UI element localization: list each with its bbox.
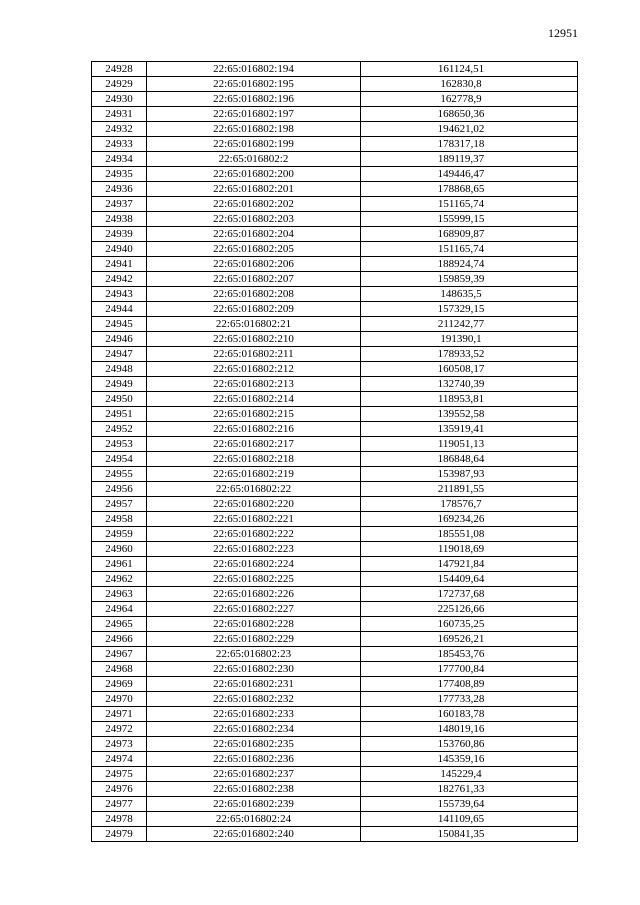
table-row xyxy=(92,632,578,647)
table-row xyxy=(92,92,578,107)
row-number-cell: 24962 xyxy=(92,572,147,587)
table-row xyxy=(92,497,578,512)
row-number-cell: 24955 xyxy=(92,467,147,482)
row-number-cell: 24934 xyxy=(92,152,147,167)
cadastral-number-cell: 22:65:016802:21 xyxy=(147,317,361,332)
row-number-cell: 24953 xyxy=(92,437,147,452)
cadastral-value-cell: 186848,64 xyxy=(361,452,578,467)
cadastral-number-cell: 22:65:016802:218 xyxy=(147,452,361,467)
cadastral-value-cell: 211891,55 xyxy=(361,482,578,497)
cadastral-value-cell: 160735,25 xyxy=(361,617,578,632)
cadastral-value-cell: 169526,21 xyxy=(361,632,578,647)
cadastral-number-cell: 22:65:016802:220 xyxy=(147,497,361,512)
table-row xyxy=(92,392,578,407)
row-number-cell: 24968 xyxy=(92,662,147,677)
table-row xyxy=(92,77,578,92)
row-number-cell: 24940 xyxy=(92,242,147,257)
table-row xyxy=(92,662,578,677)
cadastral-value-cell: 135919,41 xyxy=(361,422,578,437)
table-body xyxy=(92,62,578,842)
cadastral-value-cell: 178933,52 xyxy=(361,347,578,362)
cadastral-number-cell: 22:65:016802:229 xyxy=(147,632,361,647)
row-number-cell: 24947 xyxy=(92,347,147,362)
cadastral-number-cell: 22:65:016802:212 xyxy=(147,362,361,377)
cadastral-value-cell: 168650,36 xyxy=(361,107,578,122)
row-number-cell: 24966 xyxy=(92,632,147,647)
cadastral-value-cell: 147921,84 xyxy=(361,557,578,572)
cadastral-value-cell: 178317,18 xyxy=(361,137,578,152)
row-number-cell: 24970 xyxy=(92,692,147,707)
cadastral-value-cell: 151165,74 xyxy=(361,242,578,257)
table-row xyxy=(92,272,578,287)
cadastral-number-cell: 22:65:016802:196 xyxy=(147,92,361,107)
cadastral-number-cell: 22:65:016802:222 xyxy=(147,527,361,542)
table-row xyxy=(92,572,578,587)
cadastral-value-cell: 194621,02 xyxy=(361,122,578,137)
table-row xyxy=(92,647,578,662)
cadastral-number-cell: 22:65:016802:231 xyxy=(147,677,361,692)
cadastral-number-cell: 22:65:016802:232 xyxy=(147,692,361,707)
cadastral-number-cell: 22:65:016802:200 xyxy=(147,167,361,182)
row-number-cell: 24931 xyxy=(92,107,147,122)
table-row xyxy=(92,452,578,467)
cadastral-value-cell: 119018,69 xyxy=(361,542,578,557)
cadastral-value-cell: 162778,9 xyxy=(361,92,578,107)
table-row xyxy=(92,617,578,632)
table-row xyxy=(92,812,578,827)
cadastral-number-cell: 22:65:016802:230 xyxy=(147,662,361,677)
table-row xyxy=(92,827,578,842)
row-number-cell: 24928 xyxy=(92,62,147,77)
cadastral-value-cell: 177700,84 xyxy=(361,662,578,677)
table-row xyxy=(92,107,578,122)
table-row xyxy=(92,737,578,752)
cadastral-number-cell: 22:65:016802:214 xyxy=(147,392,361,407)
table-row xyxy=(92,242,578,257)
cadastral-value-cell: 178868,65 xyxy=(361,182,578,197)
row-number-cell: 24974 xyxy=(92,752,147,767)
cadastral-number-cell: 22:65:016802:207 xyxy=(147,272,361,287)
row-number-cell: 24942 xyxy=(92,272,147,287)
row-number-cell: 24929 xyxy=(92,77,147,92)
row-number-cell: 24948 xyxy=(92,362,147,377)
row-number-cell: 24959 xyxy=(92,527,147,542)
row-number-cell: 24961 xyxy=(92,557,147,572)
cadastral-number-cell: 22:65:016802:224 xyxy=(147,557,361,572)
cadastral-value-cell: 160508,17 xyxy=(361,362,578,377)
row-number-cell: 24975 xyxy=(92,767,147,782)
table-row xyxy=(92,482,578,497)
row-number-cell: 24979 xyxy=(92,827,147,842)
table-row xyxy=(92,317,578,332)
cadastral-number-cell: 22:65:016802:225 xyxy=(147,572,361,587)
table-row xyxy=(92,407,578,422)
cadastral-value-cell: 169234,26 xyxy=(361,512,578,527)
cadastral-number-cell: 22:65:016802:213 xyxy=(147,377,361,392)
cadastral-number-cell: 22:65:016802:209 xyxy=(147,302,361,317)
row-number-cell: 24936 xyxy=(92,182,147,197)
cadastral-number-cell: 22:65:016802:223 xyxy=(147,542,361,557)
table-row xyxy=(92,527,578,542)
table-row xyxy=(92,752,578,767)
cadastral-value-cell: 211242,77 xyxy=(361,317,578,332)
cadastral-value-cell: 132740,39 xyxy=(361,377,578,392)
row-number-cell: 24956 xyxy=(92,482,147,497)
row-number-cell: 24932 xyxy=(92,122,147,137)
cadastral-number-cell: 22:65:016802:239 xyxy=(147,797,361,812)
table-row xyxy=(92,782,578,797)
row-number-cell: 24950 xyxy=(92,392,147,407)
cadastral-number-cell: 22:65:016802:234 xyxy=(147,722,361,737)
cadastral-number-cell: 22:65:016802:206 xyxy=(147,257,361,272)
table-row xyxy=(92,677,578,692)
cadastral-number-cell: 22:65:016802:199 xyxy=(147,137,361,152)
cadastral-value-cell: 145229,4 xyxy=(361,767,578,782)
cadastral-value-cell: 148635,5 xyxy=(361,287,578,302)
row-number-cell: 24960 xyxy=(92,542,147,557)
cadastral-number-cell: 22:65:016802:23 xyxy=(147,647,361,662)
cadastral-value-cell: 151165,74 xyxy=(361,197,578,212)
table-row xyxy=(92,797,578,812)
row-number-cell: 24951 xyxy=(92,407,147,422)
cadastral-number-cell: 22:65:016802:24 xyxy=(147,812,361,827)
cadastral-number-cell: 22:65:016802:226 xyxy=(147,587,361,602)
cadastral-value-cell: 145359,16 xyxy=(361,752,578,767)
table-row xyxy=(92,692,578,707)
cadastral-number-cell: 22:65:016802:203 xyxy=(147,212,361,227)
row-number-cell: 24935 xyxy=(92,167,147,182)
cadastral-value-cell: 155739,64 xyxy=(361,797,578,812)
table-row xyxy=(92,152,578,167)
cadastral-value-cell: 177408,89 xyxy=(361,677,578,692)
cadastral-number-cell: 22:65:016802:221 xyxy=(147,512,361,527)
cadastral-number-cell: 22:65:016802:240 xyxy=(147,827,361,842)
cadastral-value-cell: 159859,39 xyxy=(361,272,578,287)
table-row xyxy=(92,722,578,737)
cadastral-value-cell: 154409,64 xyxy=(361,572,578,587)
cadastral-number-cell: 22:65:016802:195 xyxy=(147,77,361,92)
cadastral-number-cell: 22:65:016802:216 xyxy=(147,422,361,437)
row-number-cell: 24972 xyxy=(92,722,147,737)
cadastral-number-cell: 22:65:016802:237 xyxy=(147,767,361,782)
row-number-cell: 24977 xyxy=(92,797,147,812)
cadastral-value-cell: 160183,78 xyxy=(361,707,578,722)
cadastral-value-cell: 161124,51 xyxy=(361,62,578,77)
cadastral-value-cell: 177733,28 xyxy=(361,692,578,707)
cadastral-value-cell: 185453,76 xyxy=(361,647,578,662)
row-number-cell: 24976 xyxy=(92,782,147,797)
cadastral-value-cell: 153987,93 xyxy=(361,467,578,482)
row-number-cell: 24978 xyxy=(92,812,147,827)
row-number-cell: 24944 xyxy=(92,302,147,317)
cadastral-number-cell: 22:65:016802:227 xyxy=(147,602,361,617)
cadastral-number-cell: 22:65:016802:211 xyxy=(147,347,361,362)
table-row xyxy=(92,332,578,347)
row-number-cell: 24957 xyxy=(92,497,147,512)
cadastral-value-cell: 153760,86 xyxy=(361,737,578,752)
table-row xyxy=(92,377,578,392)
table-row xyxy=(92,542,578,557)
row-number-cell: 24939 xyxy=(92,227,147,242)
row-number-cell: 24943 xyxy=(92,287,147,302)
table-row xyxy=(92,182,578,197)
cadastral-value-cell: 118953,81 xyxy=(361,392,578,407)
table-row xyxy=(92,362,578,377)
table-row xyxy=(92,602,578,617)
cadastral-number-cell: 22:65:016802:194 xyxy=(147,62,361,77)
row-number-cell: 24973 xyxy=(92,737,147,752)
table-row xyxy=(92,197,578,212)
cadastral-value-cell: 168909,87 xyxy=(361,227,578,242)
table-row xyxy=(92,767,578,782)
cadastral-value-cell: 182761,33 xyxy=(361,782,578,797)
table-row xyxy=(92,707,578,722)
cadastral-value-cell: 119051,13 xyxy=(361,437,578,452)
row-number-cell: 24965 xyxy=(92,617,147,632)
cadastral-value-cell: 155999,15 xyxy=(361,212,578,227)
table-row xyxy=(92,467,578,482)
row-number-cell: 24933 xyxy=(92,137,147,152)
table-row xyxy=(92,437,578,452)
table-row xyxy=(92,587,578,602)
cadastral-value-cell: 141109,65 xyxy=(361,812,578,827)
cadastral-value-cell: 162830,8 xyxy=(361,77,578,92)
cadastral-number-cell: 22:65:016802:208 xyxy=(147,287,361,302)
table-row xyxy=(92,302,578,317)
cadastral-number-cell: 22:65:016802:198 xyxy=(147,122,361,137)
cadastral-value-cell: 148019,16 xyxy=(361,722,578,737)
cadastral-number-cell: 22:65:016802:2 xyxy=(147,152,361,167)
cadastral-number-cell: 22:65:016802:215 xyxy=(147,407,361,422)
table-row xyxy=(92,122,578,137)
table-row xyxy=(92,287,578,302)
page-number: 12951 xyxy=(548,26,578,40)
cadastral-number-cell: 22:65:016802:204 xyxy=(147,227,361,242)
table-row xyxy=(92,62,578,77)
cadastral-number-cell: 22:65:016802:197 xyxy=(147,107,361,122)
row-number-cell: 24945 xyxy=(92,317,147,332)
table-row xyxy=(92,347,578,362)
row-number-cell: 24949 xyxy=(92,377,147,392)
cadastral-number-cell: 22:65:016802:228 xyxy=(147,617,361,632)
cadastral-value-cell: 149446,47 xyxy=(361,167,578,182)
cadastral-number-cell: 22:65:016802:219 xyxy=(147,467,361,482)
row-number-cell: 24952 xyxy=(92,422,147,437)
table-row xyxy=(92,512,578,527)
cadastral-number-cell: 22:65:016802:22 xyxy=(147,482,361,497)
cadastral-value-cell: 185551,08 xyxy=(361,527,578,542)
row-number-cell: 24967 xyxy=(92,647,147,662)
row-number-cell: 24937 xyxy=(92,197,147,212)
cadastral-number-cell: 22:65:016802:205 xyxy=(147,242,361,257)
cadastral-value-cell: 157329,15 xyxy=(361,302,578,317)
cadastral-number-cell: 22:65:016802:235 xyxy=(147,737,361,752)
row-number-cell: 24946 xyxy=(92,332,147,347)
cadastral-number-cell: 22:65:016802:236 xyxy=(147,752,361,767)
row-number-cell: 24969 xyxy=(92,677,147,692)
cadastral-value-cell: 139552,58 xyxy=(361,407,578,422)
row-number-cell: 24941 xyxy=(92,257,147,272)
table-row xyxy=(92,422,578,437)
cadastral-number-cell: 22:65:016802:233 xyxy=(147,707,361,722)
table-row xyxy=(92,257,578,272)
cadastral-value-cell: 189119,37 xyxy=(361,152,578,167)
table-row xyxy=(92,212,578,227)
row-number-cell: 24958 xyxy=(92,512,147,527)
row-number-cell: 24964 xyxy=(92,602,147,617)
cadastral-number-cell: 22:65:016802:238 xyxy=(147,782,361,797)
cadastral-value-cell: 150841,35 xyxy=(361,827,578,842)
row-number-cell: 24971 xyxy=(92,707,147,722)
cadastral-value-cell: 225126,66 xyxy=(361,602,578,617)
cadastral-value-table xyxy=(91,61,578,842)
cadastral-value-cell: 188924,74 xyxy=(361,257,578,272)
table-row xyxy=(92,137,578,152)
cadastral-number-cell: 22:65:016802:202 xyxy=(147,197,361,212)
table-row xyxy=(92,167,578,182)
row-number-cell: 24963 xyxy=(92,587,147,602)
row-number-cell: 24930 xyxy=(92,92,147,107)
cadastral-value-cell: 178576,7 xyxy=(361,497,578,512)
cadastral-number-cell: 22:65:016802:217 xyxy=(147,437,361,452)
table-row xyxy=(92,227,578,242)
cadastral-value-cell: 172737,68 xyxy=(361,587,578,602)
cadastral-number-cell: 22:65:016802:201 xyxy=(147,182,361,197)
cadastral-value-cell: 191390,1 xyxy=(361,332,578,347)
cadastral-number-cell: 22:65:016802:210 xyxy=(147,332,361,347)
table-row xyxy=(92,557,578,572)
row-number-cell: 24954 xyxy=(92,452,147,467)
row-number-cell: 24938 xyxy=(92,212,147,227)
